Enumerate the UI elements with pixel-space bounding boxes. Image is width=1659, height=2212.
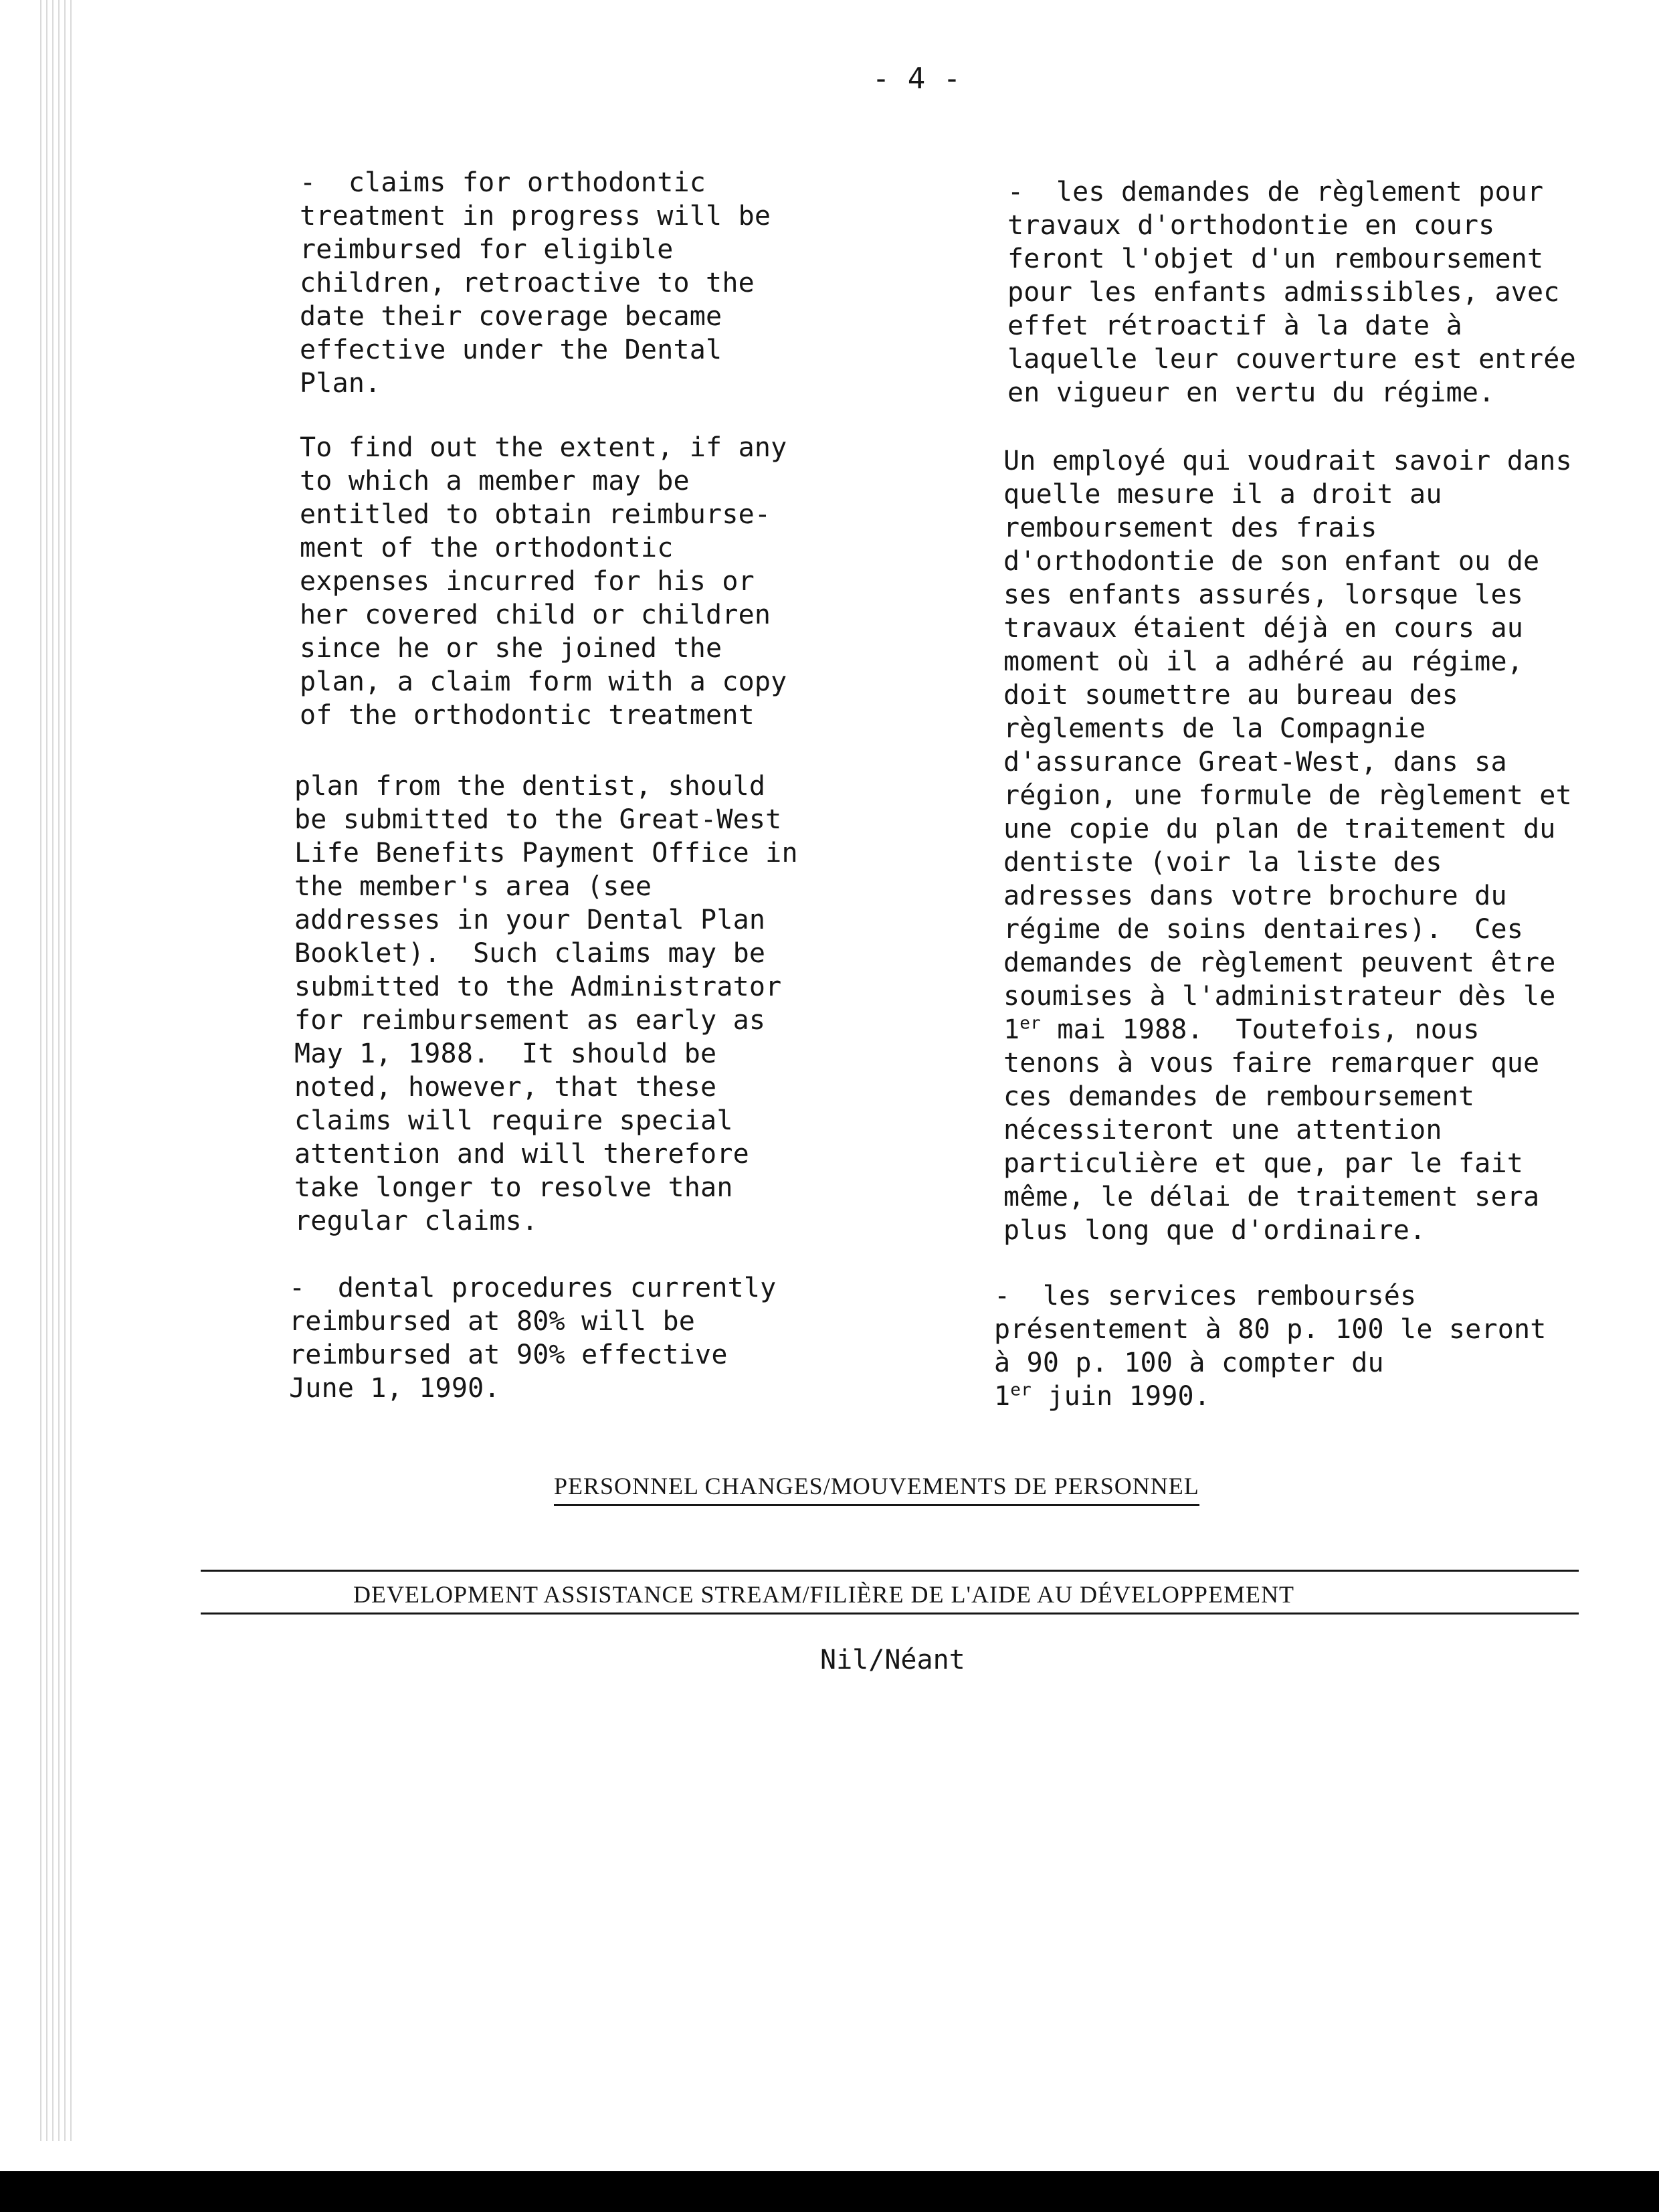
english-paragraph-2: To find out the extent, if any to which a member may be entitled to obtain reimburse- ment of the orthodontic expenses incurred for his or her covered child or children since he or she joined the plan, a claim form with a copy of the orthodontic treatment xyxy=(300,432,787,731)
french-paragraph-2-body: Un employé qui voudrait savoir dans quelle mesure il a droit au remboursement des frais d'orthodontie de son enfant ou de ses enfants assurés, lorsque les travaux étaient déjà en cours au moment où il a adhéré au régime, doit soumettre au bureau des règlements de la Compagnie d'assurance Great-West, dans sa région, une formule de règlement et une copie du plan de traitement du dentiste (voir la liste des adresses dans votre brochure du régime de soins dentaires). Ces demandes de règlement peuvent être soumises à l'administrateur dès le xyxy=(1003,446,1572,1012)
stream-status-text: Nil/Néant xyxy=(820,1645,965,1675)
scan-bottom-band xyxy=(0,2171,1659,2212)
french-date-superscript: er xyxy=(1019,1013,1042,1034)
french-paragraph-3 xyxy=(994,1279,1547,1413)
french-date-number: 1 xyxy=(1003,1014,1020,1045)
french-date-superscript-2: er xyxy=(1010,1380,1032,1400)
french-paragraph-2-tail: mai 1988. Toutefois, nous tenons à vous faire remarquer que ces demandes de remboursement nécessiteront une attention particulière et que, par le fait même, le délai de traitement sera plus long que d'ordinaire. xyxy=(1003,1014,1540,1246)
development-stream-heading: DEVELOPMENT ASSISTANCE STREAM/FILIÈRE DE L'AIDE AU DÉVELOPPEMENT xyxy=(353,1581,1294,1608)
top-rule xyxy=(201,1570,1579,1572)
english-paragraph-3: plan from the dentist, should be submitted to the Great-West Life Benefits Payment Office in the member's area (see addresses in your Dental Plan Booklet). Such claims may be submitted to the Administrator for reimbursement as early as May 1, 1988. It should be noted, however, that these claims will require special attention and will therefore take longer to resolve than regular claims. xyxy=(294,771,798,1236)
french-paragraph-1: - les demandes de règlement pour travaux d'orthodontie en cours feront l'objet d'un remboursement pour les enfants admissibles, avec effet rétroactif à la date à laquelle leur couverture est entrée en vigueur en vertu du régime. xyxy=(1007,177,1576,408)
english-paragraph-4: - dental procedures currently reimbursed at 80% will be reimbursed at 90% effective June 1, 1990. xyxy=(289,1273,777,1404)
page-number: - 4 - xyxy=(872,62,961,96)
french-paragraph-2 xyxy=(1003,444,1572,1247)
personnel-changes-heading: PERSONNEL CHANGES/MOUVEMENTS DE PERSONNEL xyxy=(554,1472,1199,1506)
french-paragraph-3-tail: juin 1990. xyxy=(1032,1381,1211,1412)
english-paragraph-1: - claims for orthodontic treatment in progress will be reimbursed for eligible children, retroactive to the date their coverage became effective under the Dental Plan. xyxy=(300,167,771,399)
bottom-rule xyxy=(201,1612,1579,1615)
scan-edge-artifact xyxy=(40,0,74,2141)
french-paragraph-3-body: - les services remboursés présentement à 80 p. 100 le seront à 90 p. 100 à compter du xyxy=(994,1281,1547,1378)
french-date-number-2: 1 xyxy=(994,1381,1011,1412)
